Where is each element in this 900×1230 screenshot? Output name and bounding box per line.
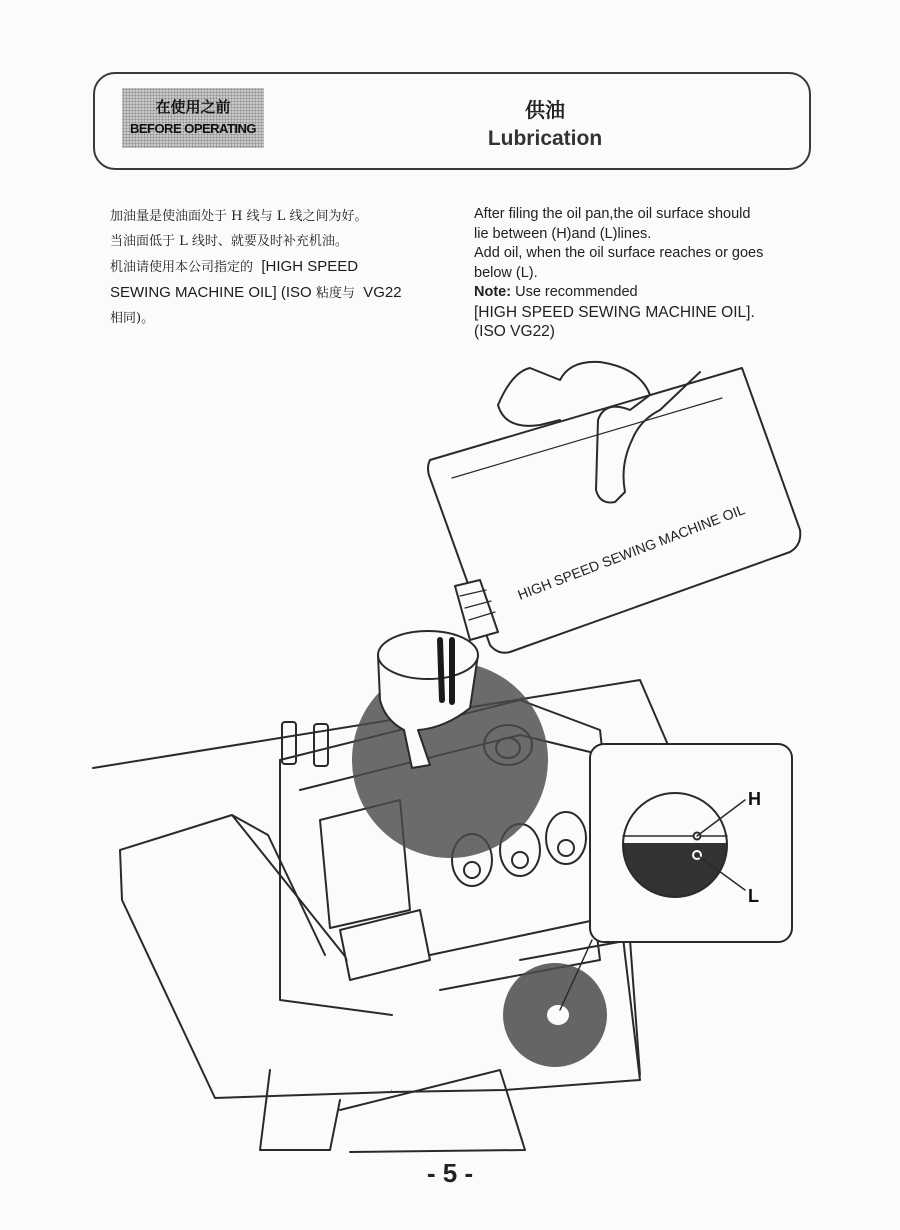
note-text: Use recommended bbox=[511, 284, 638, 300]
badge-chinese: 在使用之前 bbox=[155, 98, 231, 116]
cn-line-2: 当油面低于 L 线时、就要及时补充机油。 bbox=[110, 234, 348, 249]
cn-line-4-en: SEWING MACHINE OIL] (ISO bbox=[110, 284, 312, 301]
en-line-4: below (L). bbox=[474, 264, 538, 281]
bottle-label: HIGH SPEED SEWING MACHINE OIL bbox=[515, 501, 747, 603]
cn-line-5: 相同)。 bbox=[110, 311, 155, 326]
en-line-1: After filing the oil pan,the oil surface should bbox=[474, 206, 751, 222]
en-line-3: Add oil, when the oil surface reaches or goes bbox=[474, 245, 764, 261]
page-title: Lubrication bbox=[487, 127, 603, 150]
cn-line-4-end: VG22 bbox=[363, 284, 402, 301]
cn-line-1: 加油量是使油面处于 H 线与 L 线之间为好。 bbox=[110, 209, 368, 224]
page-title-chinese: 供油 bbox=[525, 98, 565, 122]
en-line-6: [HIGH SPEED SEWING MACHINE OIL]. bbox=[474, 303, 755, 321]
cn-line-4-cn: 粘度与 bbox=[315, 286, 355, 301]
page-number: - 5 - bbox=[426, 1158, 474, 1188]
cn-line-3-cn: 机油请使用本公司指定的 bbox=[110, 260, 254, 275]
cn-line-3-en: [HIGH SPEED bbox=[261, 258, 359, 275]
en-line-2: lie between (H)and (L)lines. bbox=[474, 225, 652, 242]
level-low-label: L bbox=[748, 886, 759, 906]
level-high-label: H bbox=[748, 789, 761, 809]
badge-english: BEFORE OPERATING bbox=[129, 121, 257, 136]
note-label: Note: bbox=[474, 284, 512, 300]
en-line-7: (ISO VG22) bbox=[474, 323, 555, 340]
